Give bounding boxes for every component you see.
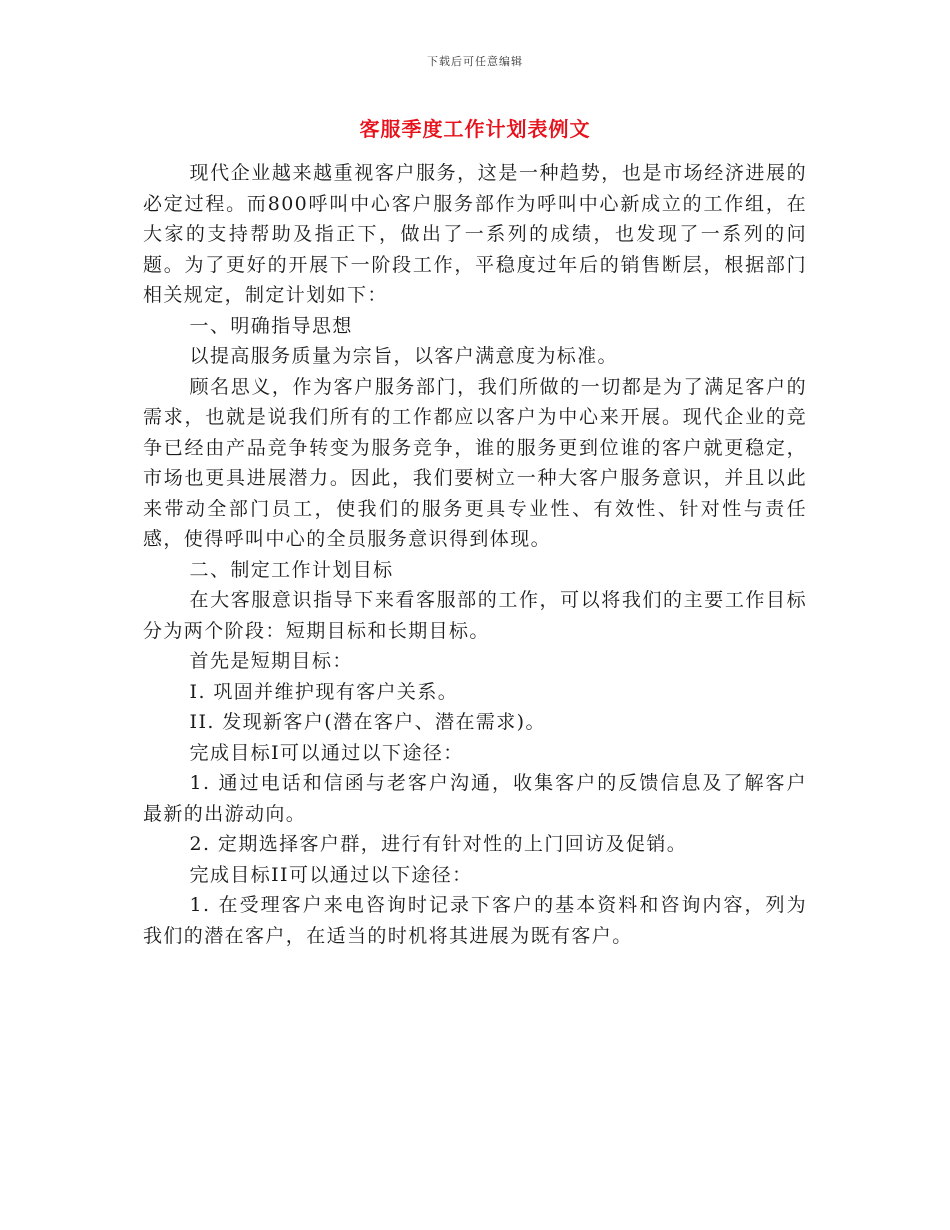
page-header-note: 下载后可任意编辑 [427, 55, 523, 68]
document-body [143, 158, 807, 951]
paragraph-intro: 现代企业越来越重视客户服务，这是一种趋势，也是市场经济进展的必定过程。而800呼叫中心客户服务部作为呼叫中心新成立的工作组，在大家的支持帮助及指正下，做出了一系列的成绩，也发现了一系列的问题。为了更好的开展下一阶段工作，平稳度过年后的销售断层，根据部门相关规定，制定计划如下： [143, 162, 807, 306]
list-item: II. 发现新客户(潜在客户、潜在需求)。 [189, 711, 546, 733]
paragraph: 在大客服意识指导下来看客服部的工作，可以将我们的主要工作目标分为两个阶段：短期目标和长期目标。 [143, 589, 807, 642]
paragraph: 完成目标I可以通过以下途径： [189, 741, 464, 764]
list-item: 1. 通过电话和信函与老客户沟通，收集客户的反馈信息及了解客户最新的出游动向。 [143, 772, 807, 825]
paragraph: 以提高服务质量为宗旨，以客户满意度为标准。 [189, 345, 618, 367]
paragraph: 完成目标II可以通过以下途径： [189, 863, 473, 886]
list-item: I. 巩固并维护现有客户关系。 [189, 680, 459, 703]
paragraph: 顾名思义，作为客户服务部门，我们所做的一切都是为了满足客户的需求，也就是说我们所有的工作都应以客户为中心来开展。现代企业的竞争已经由产品竞争转变为服务竞争，谁的服务更到位谁的客户就更稳定，市场也更具进展潜力。因此，我们要树立一种大客户服务意识，并且以此来带动全部门员工，使我们的服务更具专业性、有效性、针对性与责任感，使得呼叫中心的全员服务意识得到体现。 [143, 375, 807, 550]
list-item: 1. 在受理客户来电咨询时记录下客户的基本资料和咨询内容，列为我们的潜在客户，在适当的时机将其进展为既有客户。 [143, 894, 807, 947]
list-item: 2. 定期选择客户群，进行有针对性的上门回访及促销。 [189, 833, 688, 855]
section-heading-1: 一、明确指导思想 [189, 314, 353, 337]
paragraph: 首先是短期目标： [189, 650, 353, 672]
section-heading-2: 二、制定工作计划目标 [189, 558, 394, 581]
document-title: 客服季度工作计划表例文 [359, 117, 591, 141]
